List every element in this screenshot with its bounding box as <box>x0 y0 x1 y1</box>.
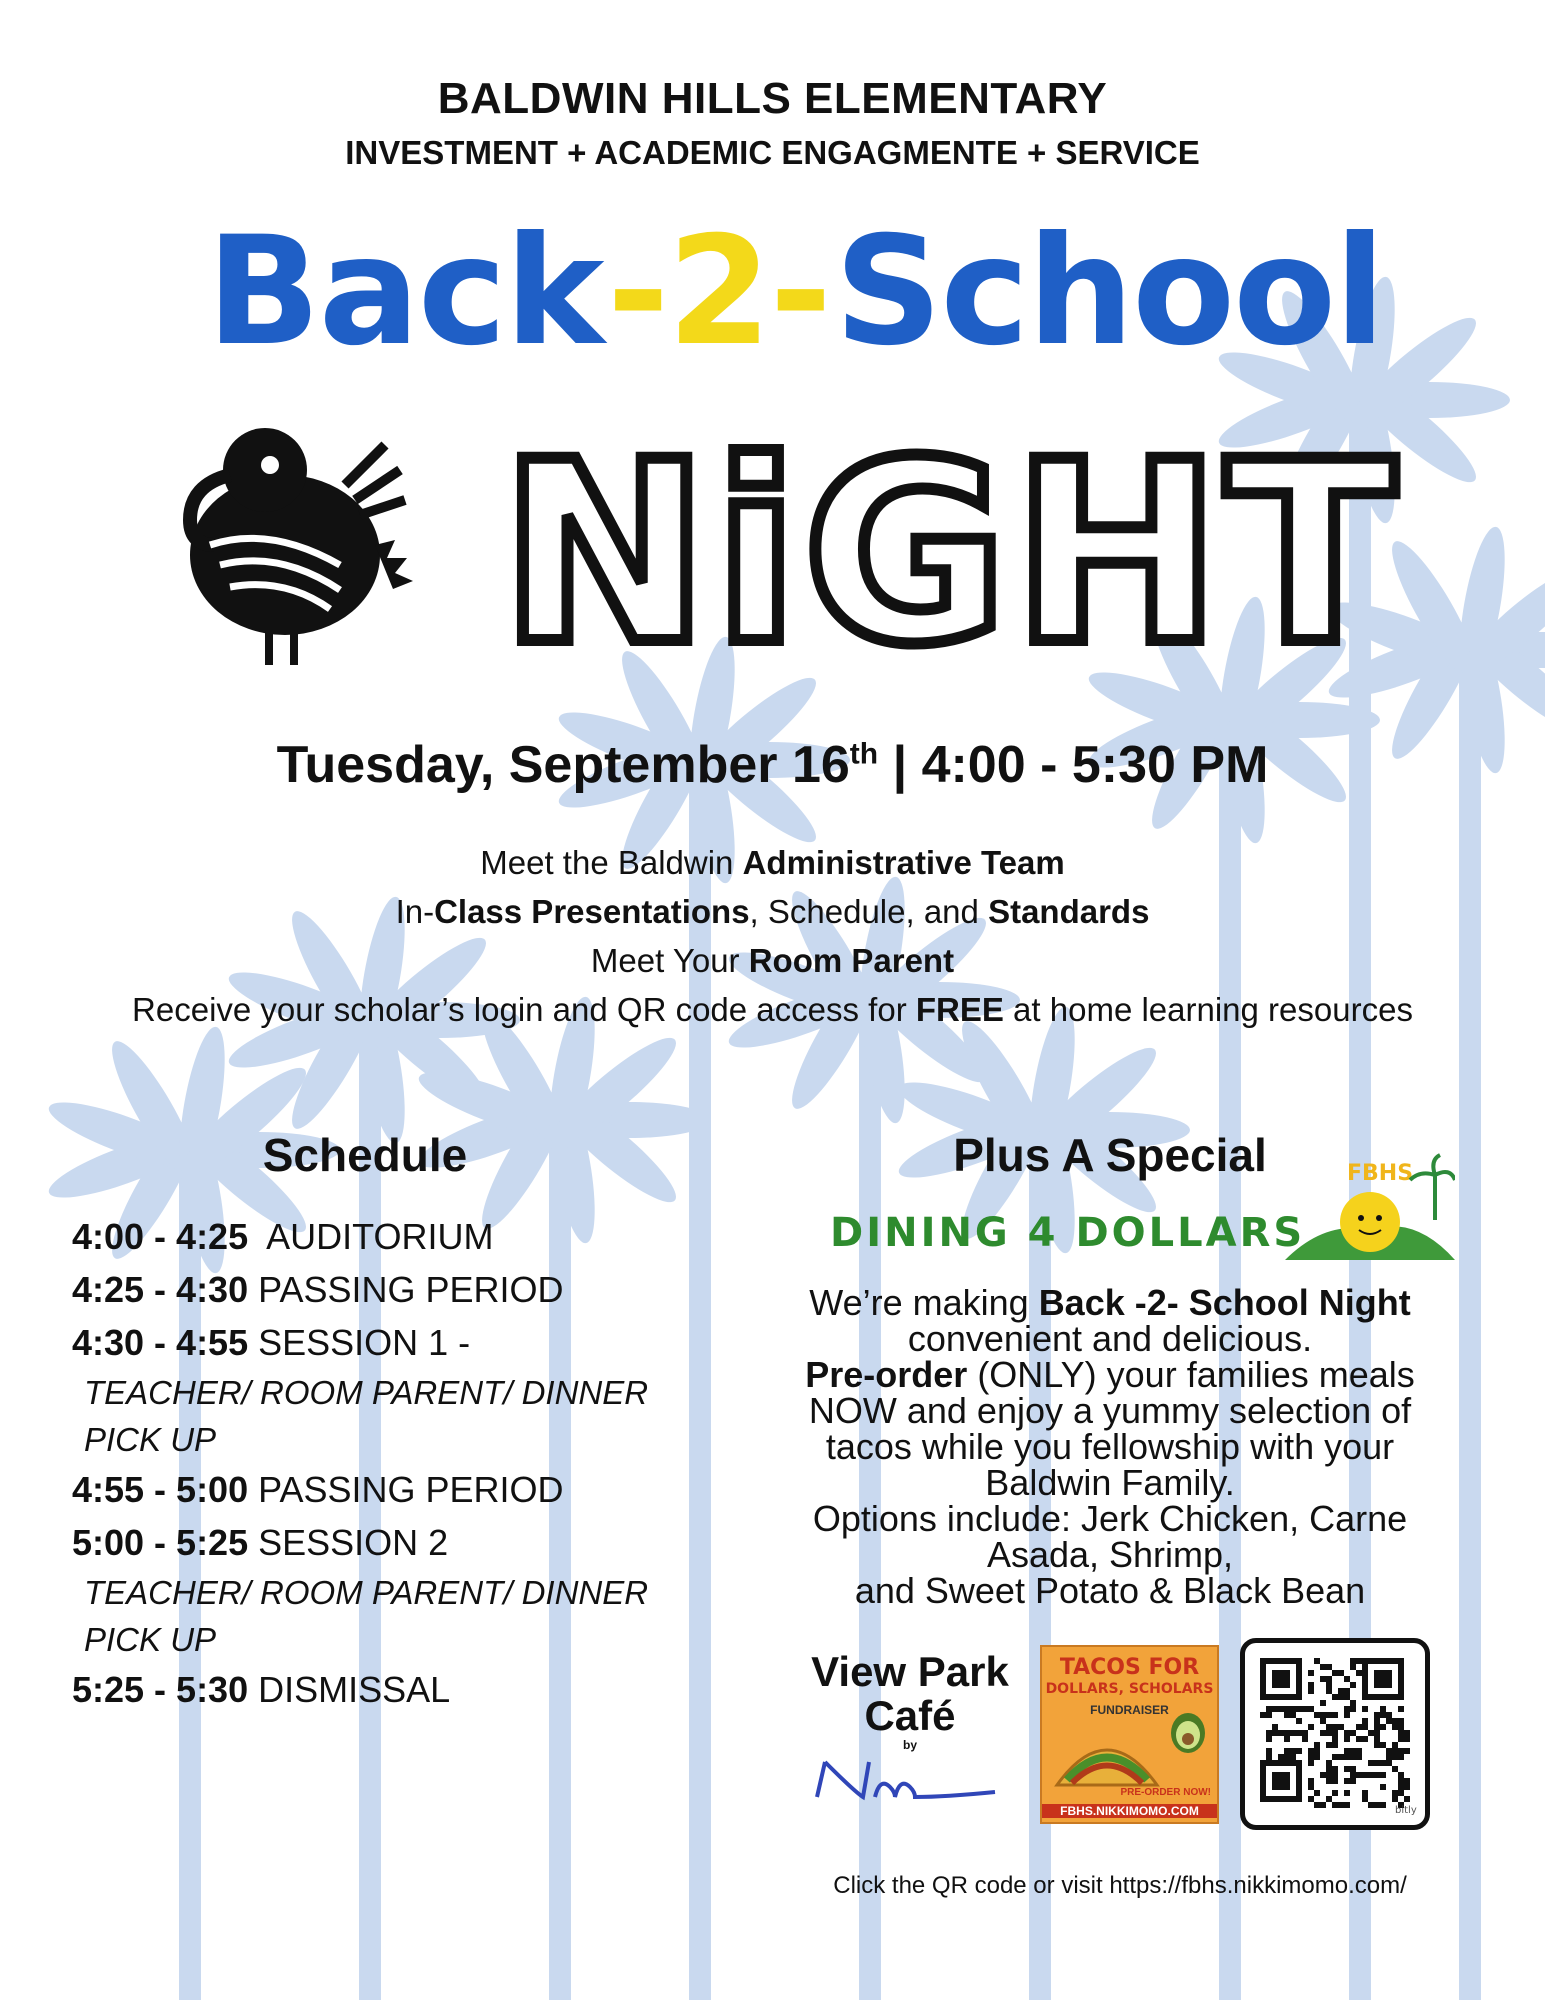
school-tagline: INVESTMENT + ACADEMIC ENGAGMENTE + SERVICE <box>345 134 1200 171</box>
qr-module <box>1398 1772 1404 1778</box>
qr-module <box>1278 1730 1284 1736</box>
qr-module <box>1344 1712 1350 1718</box>
qr-module <box>1350 1706 1356 1712</box>
special-heading: Plus A Special <box>953 1129 1267 1181</box>
qr-module <box>1350 1730 1356 1736</box>
qr-finder <box>1374 1670 1392 1688</box>
qr-module <box>1368 1772 1374 1778</box>
qr-module <box>1332 1712 1338 1718</box>
qr-module <box>1344 1676 1350 1682</box>
qr-module <box>1362 1706 1368 1712</box>
qr-module <box>1332 1778 1338 1784</box>
qr-module <box>1308 1688 1314 1694</box>
qr-module <box>1356 1736 1362 1742</box>
qr-module <box>1260 1712 1266 1718</box>
qr-module <box>1398 1718 1404 1724</box>
qr-module <box>1332 1736 1338 1742</box>
qr-finder <box>1272 1772 1290 1790</box>
schedule-list <box>72 1210 732 1716</box>
qr-module <box>1326 1778 1332 1784</box>
qr-module <box>1356 1658 1362 1664</box>
qr-module <box>1284 1748 1290 1754</box>
qr-module <box>1362 1724 1368 1730</box>
qr-module <box>1320 1700 1326 1706</box>
nikkimomo-signature-icon <box>795 1752 1025 1802</box>
qr-module <box>1320 1664 1326 1670</box>
qr-module <box>1332 1772 1338 1778</box>
qr-module <box>1350 1664 1356 1670</box>
qr-module <box>1344 1790 1350 1796</box>
qr-module <box>1362 1736 1368 1742</box>
qr-module <box>1350 1682 1356 1688</box>
qr-module <box>1356 1748 1362 1754</box>
tacos-for-dollars-poster: TACOS FOR DOLLARS, SCHOLARS FUNDRAISER PRE-ORDER NOW! FBHS.NIKKIMOMO.COM <box>1040 1645 1219 1824</box>
qr-module <box>1356 1724 1362 1730</box>
qr-module <box>1308 1724 1314 1730</box>
qr-module <box>1356 1754 1362 1760</box>
qr-code-button[interactable] <box>1240 1638 1430 1830</box>
qr-module <box>1368 1760 1374 1766</box>
qr-module <box>1326 1766 1332 1772</box>
event-date: Tuesday, September 16 <box>276 736 850 794</box>
qr-module <box>1314 1754 1320 1760</box>
qr-module <box>1308 1748 1314 1754</box>
qr-module <box>1380 1742 1386 1748</box>
title-word-night: NiGHT <box>500 408 1400 685</box>
qr-module <box>1380 1760 1386 1766</box>
qr-module <box>1338 1802 1344 1808</box>
qr-module <box>1374 1802 1380 1808</box>
taco-icon <box>1052 1725 1162 1795</box>
qr-module <box>1302 1736 1308 1742</box>
qr-module <box>1344 1778 1350 1784</box>
qr-module <box>1266 1730 1272 1736</box>
qr-module <box>1392 1766 1398 1772</box>
qr-module <box>1326 1664 1332 1670</box>
qr-module <box>1380 1784 1386 1790</box>
qr-module <box>1386 1754 1392 1760</box>
event-title-back-2-school <box>150 205 1440 395</box>
avocado-icon <box>1166 1709 1211 1754</box>
qr-module <box>1398 1730 1404 1736</box>
qr-module <box>1374 1712 1380 1718</box>
qr-module <box>1332 1730 1338 1736</box>
qr-module <box>1332 1694 1338 1700</box>
qr-module <box>1290 1748 1296 1754</box>
qr-module <box>1380 1724 1386 1730</box>
qr-module <box>1374 1724 1380 1730</box>
qr-module <box>1380 1802 1386 1808</box>
qr-module <box>1398 1784 1404 1790</box>
schedule-heading: Schedule <box>262 1129 468 1181</box>
qr-module <box>1332 1754 1338 1760</box>
schedule-note: TEACHER/ ROOM PARENT/ DINNER PICK UP <box>84 1374 649 1458</box>
qr-module <box>1404 1778 1410 1784</box>
qr-module <box>1404 1748 1410 1754</box>
qr-module <box>1290 1706 1296 1712</box>
qr-module <box>1356 1772 1362 1778</box>
qr-module <box>1284 1712 1290 1718</box>
qr-module <box>1392 1724 1398 1730</box>
qr-module <box>1314 1658 1320 1664</box>
qr-module <box>1332 1766 1338 1772</box>
qr-module <box>1266 1748 1272 1754</box>
event-date-time <box>0 735 1545 795</box>
qr-module <box>1314 1790 1320 1796</box>
palm-trunk <box>1459 650 1481 2000</box>
qr-module <box>1320 1730 1326 1736</box>
highlight-item: Receive your scholar’s login and QR code access for FREE at home learning resources <box>132 991 1413 1028</box>
qr-module <box>1332 1802 1338 1808</box>
qr-module <box>1374 1730 1380 1736</box>
highlight-item: In-Class Presentations, Schedule, and Standards <box>395 893 1150 930</box>
qr-caption-link[interactable]: Click the QR code or visit https://fbhs.nikkimomo.com/ <box>833 1872 1407 1899</box>
qr-module <box>1266 1706 1272 1712</box>
qr-module <box>1338 1694 1344 1700</box>
qr-module <box>1386 1718 1392 1724</box>
svg-text:FBHS: FBHS <box>1347 1161 1414 1186</box>
qr-module <box>1284 1730 1290 1736</box>
qr-module <box>1314 1742 1320 1748</box>
schedule-note: TEACHER/ ROOM PARENT/ DINNER PICK UP <box>84 1574 649 1658</box>
qr-module <box>1398 1748 1404 1754</box>
qr-module <box>1320 1712 1326 1718</box>
dining-4-dollars-logo: DINING 4 DOLLARS <box>830 1210 1306 1256</box>
qr-module <box>1380 1772 1386 1778</box>
qr-module <box>1326 1724 1332 1730</box>
event-time: | 4:00 - 5:30 PM <box>892 736 1269 794</box>
qr-module <box>1272 1724 1278 1730</box>
qr-module <box>1332 1742 1338 1748</box>
schedule-item: 4:00 - 4:25 AUDITORIUM <box>72 1216 494 1257</box>
qr-module <box>1326 1796 1332 1802</box>
qr-module <box>1362 1772 1368 1778</box>
view-park-cafe-logo <box>795 1650 1025 1820</box>
qr-module <box>1398 1736 1404 1742</box>
qr-module <box>1326 1682 1332 1688</box>
qr-module <box>1374 1718 1380 1724</box>
qr-module <box>1332 1790 1338 1796</box>
qr-module <box>1308 1706 1314 1712</box>
qr-module <box>1272 1706 1278 1712</box>
qr-module <box>1350 1748 1356 1754</box>
qr-module <box>1350 1754 1356 1760</box>
qr-module <box>1308 1760 1314 1766</box>
qr-module <box>1344 1766 1350 1772</box>
date-ordinal: th <box>849 737 879 771</box>
schedule-item: 4:30 - 4:55 SESSION 1 - <box>72 1322 471 1363</box>
qr-module <box>1320 1676 1326 1682</box>
qr-module <box>1326 1742 1332 1748</box>
title-word-2: -2- <box>607 205 830 379</box>
qr-module <box>1326 1772 1332 1778</box>
qr-module <box>1350 1766 1356 1772</box>
qr-module <box>1344 1688 1350 1694</box>
qr-module <box>1290 1754 1296 1760</box>
qr-code-icon <box>1245 1643 1425 1825</box>
qr-module <box>1308 1796 1314 1802</box>
qr-module <box>1392 1718 1398 1724</box>
schedule-item: 4:55 - 5:00 PASSING PERIOD <box>72 1469 564 1510</box>
qr-module <box>1320 1718 1326 1724</box>
highlight-item: Meet Your Room Parent <box>590 942 955 979</box>
qr-module <box>1350 1778 1356 1784</box>
title-word-school: School <box>834 205 1384 379</box>
qr-module <box>1356 1670 1362 1676</box>
qr-module <box>1398 1790 1404 1796</box>
qr-module <box>1374 1760 1380 1766</box>
qr-module <box>1308 1754 1314 1760</box>
school-name: BALDWIN HILLS ELEMENTARY <box>437 74 1108 123</box>
fbhs-sun-logo-icon <box>1285 1150 1455 1260</box>
qr-module <box>1266 1754 1272 1760</box>
qr-module <box>1368 1802 1374 1808</box>
event-title-night <box>170 385 1450 685</box>
qr-module <box>1290 1730 1296 1736</box>
title-word-back: Back <box>206 205 603 379</box>
qr-module <box>1338 1754 1344 1760</box>
qr-module <box>1296 1748 1302 1754</box>
qr-module <box>1380 1712 1386 1718</box>
qr-module <box>1326 1712 1332 1718</box>
qr-module <box>1392 1748 1398 1754</box>
qr-module <box>1362 1790 1368 1796</box>
qr-module <box>1404 1736 1410 1742</box>
qr-module <box>1350 1658 1356 1664</box>
qr-module <box>1314 1712 1320 1718</box>
qr-module <box>1326 1760 1332 1766</box>
qr-module <box>1368 1730 1374 1736</box>
qr-module <box>1326 1676 1332 1682</box>
qr-module <box>1284 1706 1290 1712</box>
qr-module <box>1374 1736 1380 1742</box>
qr-module <box>1386 1748 1392 1754</box>
qr-finder <box>1272 1670 1290 1688</box>
qr-module <box>1386 1712 1392 1718</box>
qr-module <box>1320 1802 1326 1808</box>
qr-module <box>1362 1796 1368 1802</box>
qr-module <box>1392 1754 1398 1760</box>
qr-module <box>1404 1796 1410 1802</box>
qr-module <box>1326 1688 1332 1694</box>
qr-module <box>1338 1724 1344 1730</box>
qr-module <box>1308 1682 1314 1688</box>
qr-module <box>1344 1754 1350 1760</box>
qr-module <box>1332 1670 1338 1676</box>
qr-module <box>1314 1802 1320 1808</box>
qr-module <box>1392 1796 1398 1802</box>
qr-module <box>1272 1730 1278 1736</box>
qr-module <box>1284 1736 1290 1742</box>
qr-module <box>1284 1754 1290 1760</box>
qr-module <box>1278 1706 1284 1712</box>
qr-module <box>1398 1754 1404 1760</box>
qr-module <box>1350 1700 1356 1706</box>
qr-module <box>1344 1748 1350 1754</box>
schedule-item: 4:25 - 4:30 PASSING PERIOD <box>72 1269 564 1310</box>
qr-module <box>1332 1724 1338 1730</box>
qr-module <box>1380 1706 1386 1712</box>
qr-module <box>1290 1712 1296 1718</box>
vpc-by: by <box>902 1738 917 1752</box>
qr-module <box>1326 1730 1332 1736</box>
qr-module <box>1296 1706 1302 1712</box>
qr-module <box>1344 1694 1350 1700</box>
qr-module <box>1350 1772 1356 1778</box>
qr-module <box>1338 1670 1344 1676</box>
qr-module <box>1344 1706 1350 1712</box>
qr-module <box>1296 1730 1302 1736</box>
qr-module <box>1344 1802 1350 1808</box>
qr-module <box>1302 1706 1308 1712</box>
qr-module <box>1308 1784 1314 1790</box>
qr-module <box>1404 1730 1410 1736</box>
event-highlights <box>130 838 1415 1034</box>
qr-module <box>1266 1712 1272 1718</box>
highlight-item: Meet the Baldwin Administrative Team <box>480 844 1065 881</box>
qr-module <box>1386 1760 1392 1766</box>
qr-module <box>1404 1784 1410 1790</box>
qr-module <box>1308 1670 1314 1676</box>
qr-module <box>1392 1790 1398 1796</box>
qr-module <box>1320 1772 1326 1778</box>
promo-description: We’re making Back -2- School Night convenient and delicious. Pre-order (ONLY) your families meals NOW and enjoy a yummy selection of tacos while you fellowship with your Baldwin Family. Options include: Jerk Chicken, Carne Asada, Shrimp, and Sweet Potato & Black Bean <box>805 1282 1415 1611</box>
qr-module <box>1362 1718 1368 1724</box>
sankofa-bird-icon <box>190 428 413 665</box>
qr-module <box>1296 1718 1302 1724</box>
qr-module <box>1344 1730 1350 1736</box>
qr-module <box>1398 1778 1404 1784</box>
svg-text:bitly: bitly <box>1395 1805 1417 1816</box>
qr-module <box>1392 1742 1398 1748</box>
schedule-item: 5:25 - 5:30 DISMISSAL <box>72 1669 451 1710</box>
qr-module <box>1302 1730 1308 1736</box>
qr-module <box>1398 1706 1404 1712</box>
qr-module <box>1374 1772 1380 1778</box>
qr-module <box>1308 1778 1314 1784</box>
qr-module <box>1398 1724 1404 1730</box>
view-park-cafe-name: View Park Café <box>811 1648 1009 1739</box>
qr-module <box>1266 1736 1272 1742</box>
qr-module <box>1278 1754 1284 1760</box>
qr-module <box>1314 1748 1320 1754</box>
qr-module <box>1338 1688 1344 1694</box>
qr-module <box>1344 1736 1350 1742</box>
schedule-item: 5:00 - 5:25 SESSION 2 <box>72 1522 449 1563</box>
qr-module <box>1374 1742 1380 1748</box>
